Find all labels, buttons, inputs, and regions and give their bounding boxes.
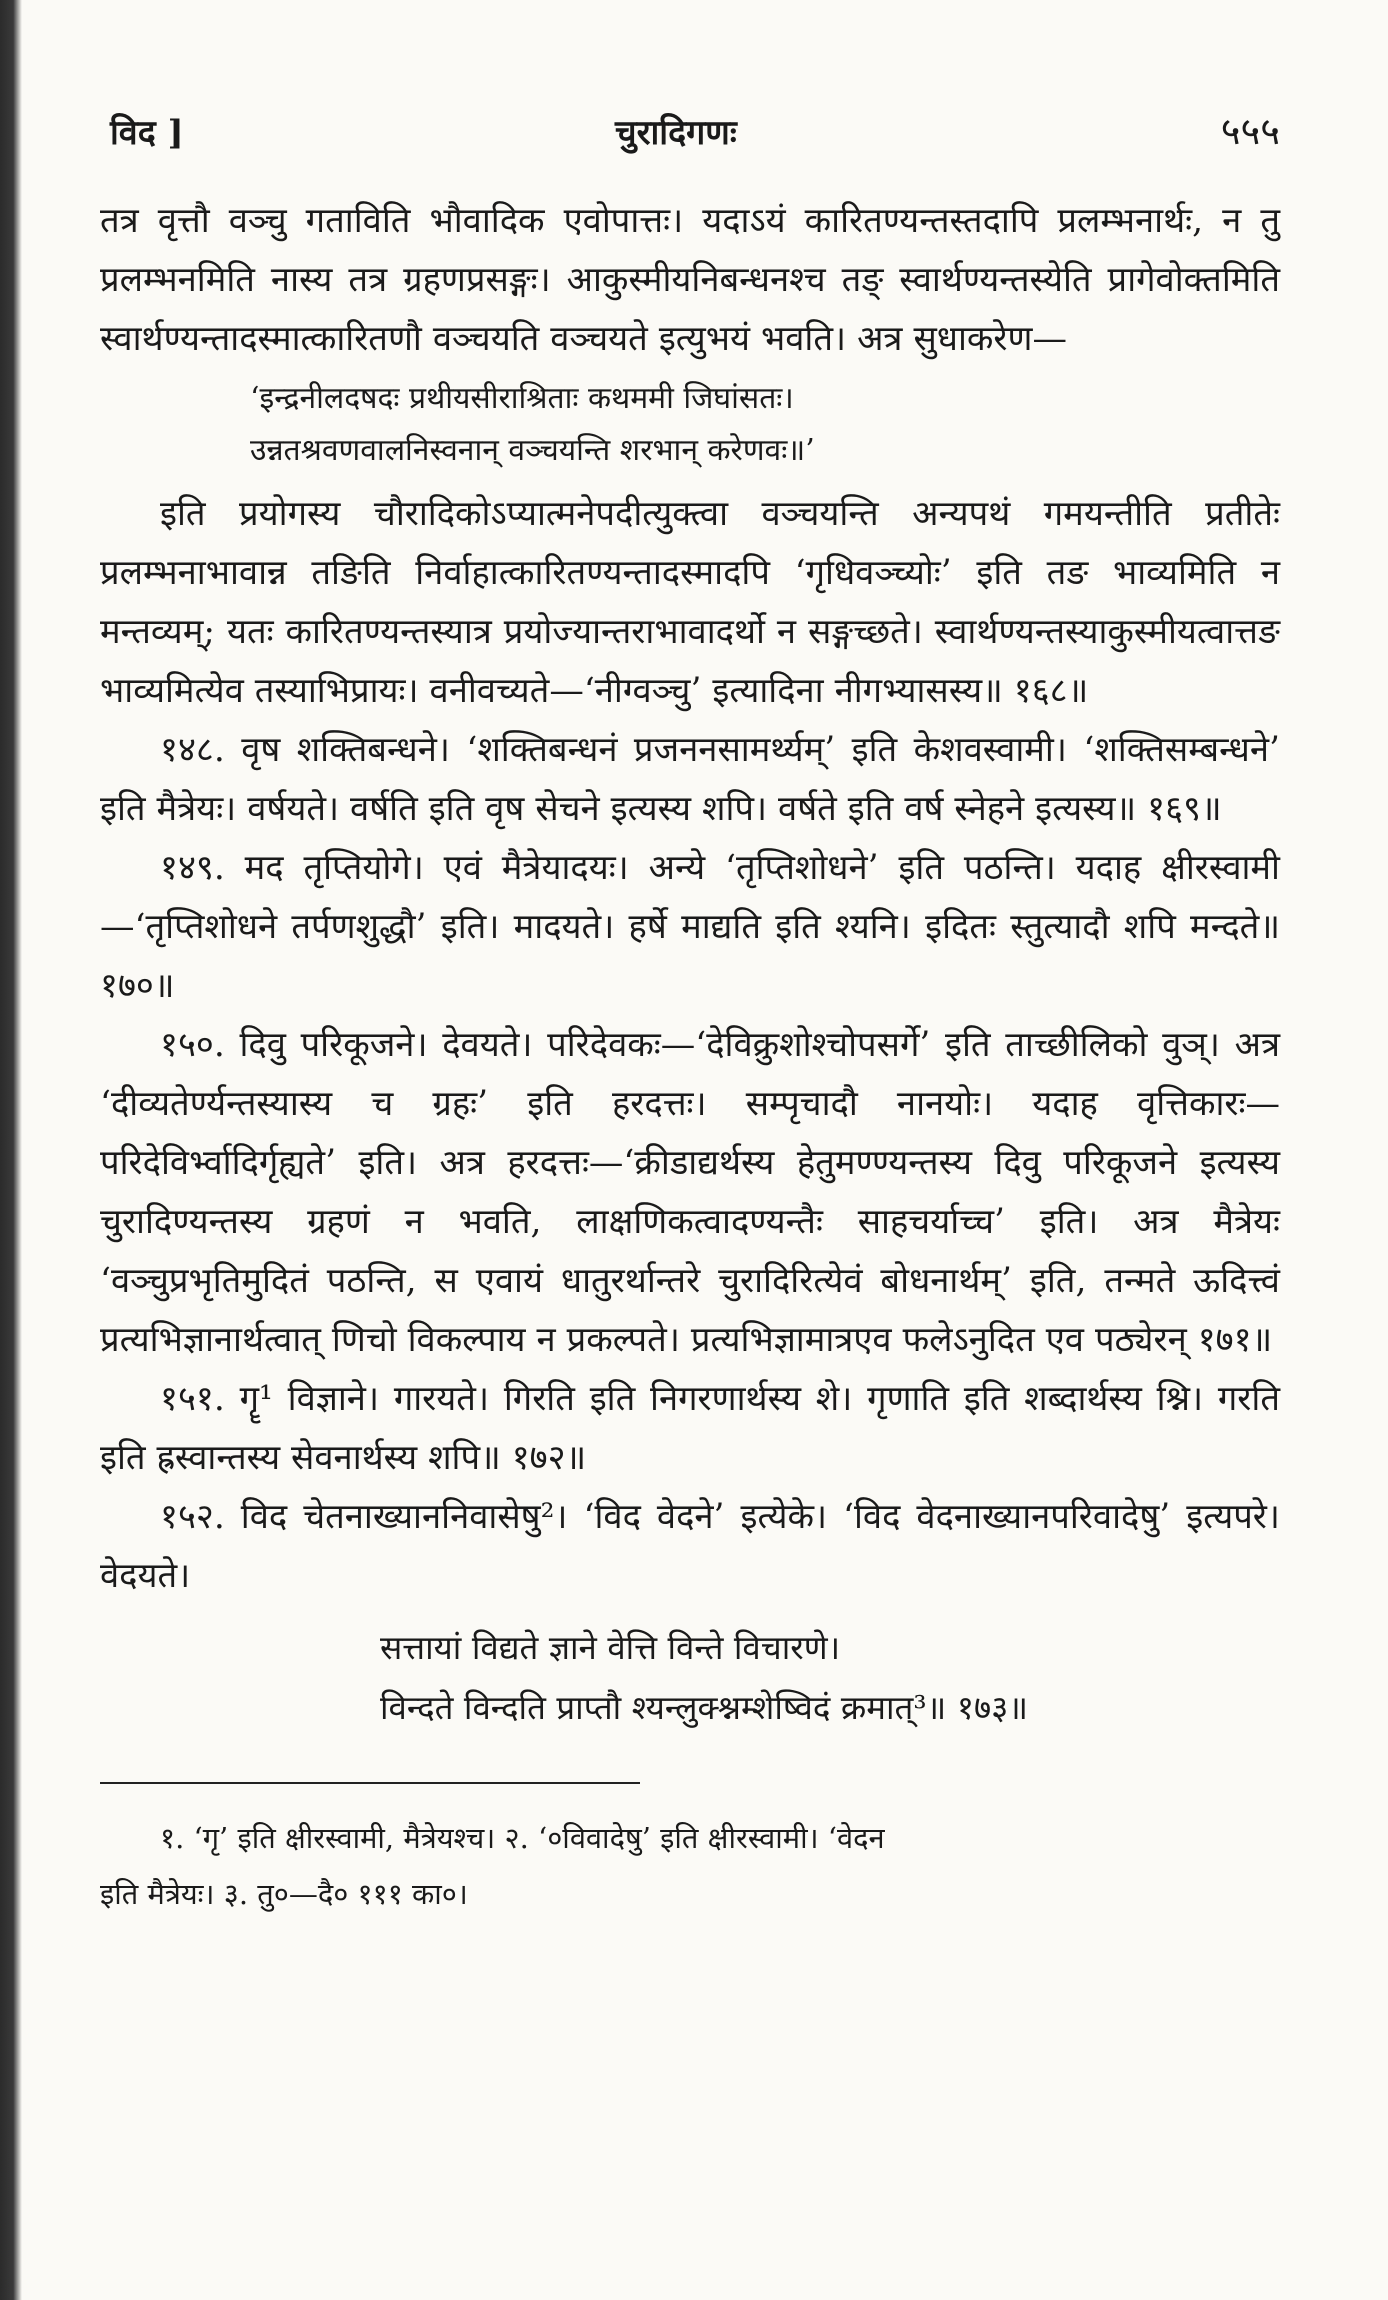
verse-line: उन्नतश्रवणवालनिस्वनान् वञ्चयन्ति शरभान् करेणवः॥’: [250, 433, 815, 468]
paragraph-entry-149: १४९. मद तृप्तियोगे। एवं मैत्रेयादयः। अन्ये ‘तृप्तिशोधने’ इति पठन्ति। यदाह क्षीरस्वामी—‘तृप्तिशोधने तर्पणशुद्धौ’ इति। मादयते। हर्षे माद्यति इति श्यनि। इदितः स्तुत्यादौ शपि मन्दते॥ १७०॥: [100, 848, 1280, 1006]
header-center: चुरादिगणः: [615, 113, 737, 153]
page-number: ५५५: [1220, 109, 1280, 153]
footnote-line: इति मैत्रेयः। ३. तु०—दै० १११ का०।: [100, 1877, 468, 1911]
paragraph-entry-152: १५२. विद चेतनाख्याननिवासेषु²। ‘विद वेदने’ इत्येके। ‘विद वेदनाख्यानपरिवादेषु’ इत्यपरे। वेदयते।: [100, 1497, 1280, 1596]
paragraph: तत्र वृत्तौ वञ्चु गताविति भौवादिक एवोपात्तः। यदाऽयं कारितण्यन्तस्तदापि प्रलम्भनार्थः, न तु प्रलम्भनमिति नास्य तत्र ग्रहणप्रसङ्गः। आकुस्मीयनिबन्धनश्च तङ् स्वार्थण्यन्तस्येति प्रागेवोक्तमिति स्वार्थण्यन्तादस्मात्कारितणौ वञ्चयति वञ्चयते इत्युभयं भवति। अत्र सुधाकरेण—: [100, 201, 1280, 359]
verse-line: ‘इन्द्रनीलदषदः प्रथीयसीराश्रिताः कथममी जिघांसतः।: [250, 381, 794, 416]
verse-line: विन्दते विन्दति प्राप्तौ श्यन्लुक्श्नम्शेष्विदं क्रमात्³॥ १७३॥: [380, 1688, 1029, 1727]
main-text: [100, 192, 1280, 1738]
verse-line: सत्तायां विद्यते ज्ञाने वेत्ति विन्ते विचारणे।: [380, 1628, 841, 1667]
book-page: [100, 100, 1280, 1922]
paragraph-entry-148: १४८. वृष शक्तिबन्धने। ‘शक्तिबन्धनं प्रजननसामर्थ्यम्’ इति केशवस्वामी। ‘शक्तिसम्बन्धने’ इति मैत्रेयः। वर्षयते। वर्षति इति वृष सेचने इत्यस्य शपि। वर्षते इति वर्ष स्नेहने इत्यस्य॥ १६९॥: [100, 730, 1280, 829]
verse-quote-2: [100, 1618, 1280, 1738]
page-edge: [0, 0, 22, 2300]
header-left: विद ]: [110, 113, 184, 153]
footnotes: [100, 1810, 1280, 1922]
paragraph: इति प्रयोगस्य चौरादिकोऽप्यात्मनेपदीत्युक्त्वा वञ्चयन्ति अन्यपथं गमयन्तीति प्रतीतेः प्रलम्भनाभावान्न तङिति निर्वाहात्कारितण्यन्तादस्मादपि ‘गृधिवञ्च्योः’ इति तङ भाव्यमिति न मन्तव्यम्; यतः कारितण्यन्तस्यात्र प्रयोज्यान्तराभावादर्थो न सङ्गच्छते। स्वार्थण्यन्तस्याकुस्मीयत्वात्तङ भाव्यमित्येव तस्याभिप्रायः। वनीवच्यते—‘नीग्वञ्चु’ इत्यादिना नीगभ्यासस्य॥ १६८॥: [100, 494, 1280, 711]
paragraph-entry-151: १५१. गॄ¹ विज्ञाने। गारयते। गिरति इति निगरणार्थस्य शे। गृणाति इति शब्दार्थस्य श्नि। गरति इति ह्रस्वान्तस्य सेवनार्थस्य शपि॥ १७२॥: [100, 1379, 1280, 1478]
footnote-line: १. ‘गृ’ इति क्षीरस्वामी, मैत्रेयश्च। २. ‘०विवादेषु’ इति क्षीरस्वामी। ‘वेदन: [160, 1821, 885, 1855]
footnote-divider: [100, 1782, 640, 1784]
paragraph-entry-150: १५०. दिवु परिकूजने। देवयते। परिदेवकः—‘देविक्रुशोश्चोपसर्गे’ इति ताच्छीलिको वुञ्। अत्र ‘दीव्यतेर्ण्यन्तस्यास्य च ग्रहः’ इति हरदत्तः। सम्पृचादौ नानयोः। यदाह वृत्तिकारः—परिदेविर्भ्वादिर्गृह्यते’ इति। अत्र हरदत्तः—‘क्रीडाद्यर्थस्य हेतुमण्ण्यन्तस्य दिवु परिकूजने इत्यस्य चुरादिण्यन्तस्य ग्रहणं न भवति, लाक्षणिकत्वादण्यन्तैः साहचर्याच्च’ इति। अत्र मैत्रेयः ‘वञ्चुप्रभृतिमुदितं पठन्ति, स एवायं धातुरर्थान्तरे चुरादिरित्येवं बोधनार्थम्’ इति, तन्मते ऊदित्त्वं प्रत्यभिज्ञानार्थत्वात् णिचो विकल्पाय न प्रकल्पते। प्रत्यभिज्ञामात्रएव फलेऽनुदित एव पठ्येरन् १७१॥: [100, 1025, 1280, 1360]
running-header: [100, 100, 1280, 160]
verse-quote-1: [100, 373, 1280, 477]
